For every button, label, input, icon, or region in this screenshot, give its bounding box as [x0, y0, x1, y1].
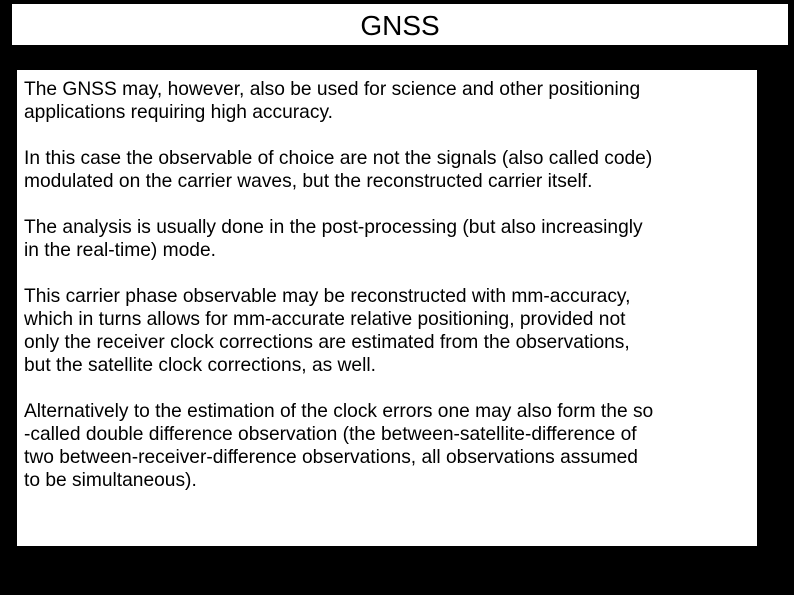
- title-bar: [12, 4, 788, 45]
- paragraph-3: The analysis is usually done in the post-processing (but also increasingly in the real-time) mode.: [24, 217, 643, 261]
- paragraph-2: In this case the observable of choice are not the signals (also called code) modulated on the carrier waves, but the reconstructed carrier itself.: [24, 148, 653, 192]
- content-panel: [17, 70, 757, 546]
- paragraph-1: The GNSS may, however, also be used for science and other positioning applications requiring high accuracy.: [24, 79, 641, 123]
- paragraph-5: Alternatively to the estimation of the clock errors one may also form the so -called double difference observation (the between-satellite-difference of two between-receiver-difference observations, all observations assumed to be simultaneous).: [24, 401, 654, 491]
- paragraph-4: This carrier phase observable may be reconstructed with mm-accuracy, which in turns allows for mm-accurate relative positioning, provided not only the receiver clock corrections are estimated from the observations, but the satellite clock corrections, as well.: [24, 286, 631, 376]
- slide-title: GNSS: [360, 9, 440, 41]
